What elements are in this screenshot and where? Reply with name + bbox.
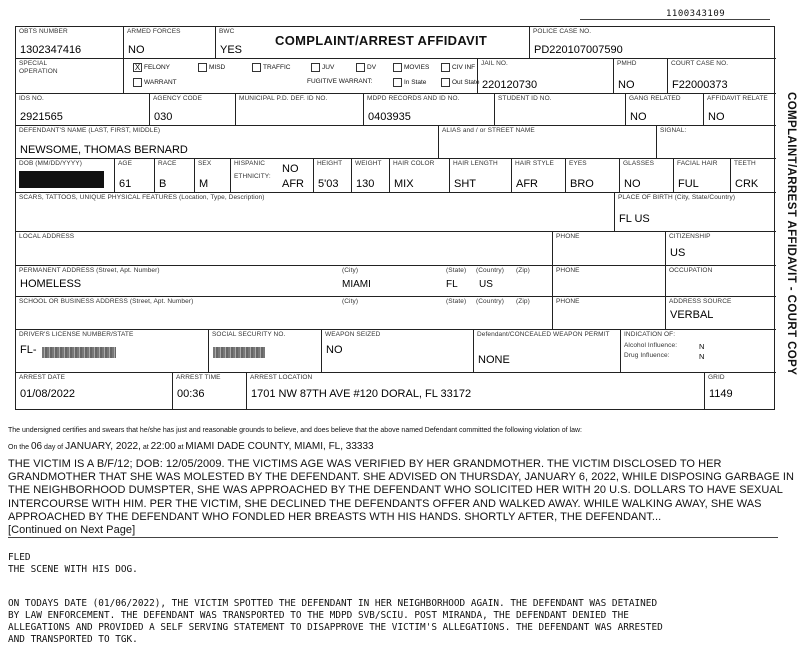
dob-redaction [19, 171, 104, 188]
agency-code-cell [149, 94, 235, 125]
school-city-label: (City) [342, 298, 359, 305]
arrest-date-value: 01/08/2022 [20, 388, 76, 400]
weapon-seized-label: WEAPON SEIZED [325, 331, 381, 338]
school-state-label: (State) [446, 298, 467, 305]
school-address-label: SCHOOL OR BUSINESS ADDRESS (Street, Apt. Number) [19, 298, 194, 305]
age-label: AGE [118, 160, 133, 167]
drug-influence-value: N [699, 352, 705, 361]
address-source-value: VERBAL [670, 309, 714, 321]
facial-hair-value: FUL [678, 178, 699, 190]
local-phone-cell [552, 232, 665, 265]
arrest-location-value: 1701 NW 87TH AVE #120 DORAL, FL 33172 [251, 388, 472, 400]
defendant-name-label: DEFENDANT'S NAME (LAST, FIRST, MIDDLE) [19, 127, 161, 134]
arrest-location-cell [246, 373, 704, 410]
in-state-option[interactable]: In State [393, 78, 426, 87]
juv-checkbox[interactable] [311, 63, 320, 72]
perm-country-label: (Country) [476, 267, 504, 274]
narrative [8, 458, 798, 537]
eyes-value: BRO [570, 178, 594, 190]
weapon-seized-value: NO [326, 344, 343, 356]
dv-checkbox[interactable] [356, 63, 365, 72]
municipal-id-label: MUNICIPAL P.D. DEF. ID NO. [239, 95, 328, 102]
permanent-address-cell [16, 266, 552, 296]
arrest-time-label: ARREST TIME [176, 374, 221, 381]
bwc-cell [215, 27, 267, 58]
agency-code-value: 030 [154, 111, 173, 123]
continued-note: [Continued on Next Page] [8, 524, 136, 537]
ssn-label: SOCIAL SECURITY NO. [212, 331, 286, 338]
school-country-label: (Country) [476, 298, 504, 305]
traffic-checkbox[interactable] [252, 63, 261, 72]
license-label: DRIVER'S LICENSE NUMBER/STATE [19, 331, 134, 338]
drug-influence-label: Drug Influence: [624, 352, 670, 359]
dv-option[interactable]: DV [356, 63, 376, 72]
row-arrest [16, 373, 776, 410]
hispanic-value: NO [282, 163, 299, 175]
signal-cell [656, 126, 776, 158]
hair-color-cell [389, 159, 449, 192]
alias-cell [438, 126, 656, 158]
perm-country-value: US [479, 279, 493, 290]
fugitive-warrant-option: FUGITIVE WARRANT: [307, 78, 373, 85]
weight-label: WEIGHT [355, 160, 382, 167]
final-line-1: ON TODAYS DATE (01/06/2022), THE VICTIM SPOTTED THE DEFENDANT IN HER NEIGHBORHOOD AGAIN. THE DEFENDANT WAS DETAINED [8, 598, 658, 609]
violation-month-year: JANUARY, 2022, [65, 441, 141, 452]
age-cell [114, 159, 154, 192]
row-license [16, 330, 776, 373]
in-state-checkbox[interactable] [393, 78, 402, 87]
gang-related-value: NO [630, 111, 647, 123]
bwc-value: YES [220, 44, 243, 56]
hair-length-value: SHT [454, 178, 476, 190]
arrest-date-label: ARREST DATE [19, 374, 66, 381]
perm-state-label: (State) [446, 267, 467, 274]
student-id-label: STUDENT ID NO. [498, 95, 552, 102]
misd-option[interactable]: MISD [198, 63, 225, 72]
address-source-label: ADDRESS SOURCE [669, 298, 732, 305]
height-value: 5'03 [318, 178, 339, 190]
ethnicity-label: ETHNICITY: [234, 173, 271, 180]
perm-city-value: MIAMI [342, 279, 371, 290]
alias-label: ALIAS and / or STREET NAME [442, 127, 535, 134]
local-address-label: LOCAL ADDRESS [19, 233, 75, 240]
perm-phone-label: PHONE [556, 267, 580, 274]
ids-cell [16, 94, 149, 125]
movies-checkbox[interactable] [393, 63, 402, 72]
obts-label: OBTS NUMBER [19, 28, 68, 35]
local-phone-label: PHONE [556, 233, 580, 240]
final-line-3: ALLEGATIONS AND PROVIDED A SELF SERVING STATEMENT TO DISAPPROVE THE VICTIM'S ALLEGATIONS. THE DEFENDANT WAS ARRESTED [8, 622, 663, 633]
concealed-weapon-label: Defendant/CONCEALED WEAPON PERMIT [477, 331, 610, 338]
document-number-rule [580, 19, 770, 20]
facial-hair-label: FACIAL HAIR [677, 160, 718, 167]
narrative-divider [8, 537, 778, 538]
obts-value: 1302347416 [20, 44, 82, 56]
school-phone-cell [552, 297, 665, 329]
row-features [16, 193, 776, 232]
citizenship-label: CITIZENSHIP [669, 233, 711, 240]
mdpd-value: 0403935 [368, 111, 411, 123]
license-value: FL- [20, 344, 37, 356]
out-state-checkbox[interactable] [441, 78, 450, 87]
arrest-date-cell [16, 373, 172, 410]
side-label-text: COMPLAINT/ARREST AFFIDAVIT - COURT COPY [785, 92, 797, 376]
agency-code-label: AGENCY CODE [153, 95, 203, 102]
row-physical [16, 159, 776, 193]
perm-state-value: FL [446, 279, 458, 290]
bwc-label: BWC [219, 28, 235, 35]
mdpd-cell [363, 94, 494, 125]
perm-city-label: (City) [342, 267, 359, 274]
warrant-checkbox[interactable] [133, 78, 142, 87]
mdpd-label: MDPD RECORDS AND ID NO. [367, 95, 460, 102]
scars-label: SCARS, TATTOOS, UNIQUE PHYSICAL FEATURES (Location, Type, Description) [19, 194, 265, 201]
armed-forces-value: NO [128, 44, 145, 56]
row-offense-type [16, 59, 776, 94]
ssn-cell [208, 330, 321, 372]
row-local-address [16, 232, 776, 266]
age-value: 61 [119, 178, 132, 190]
alcohol-influence-value: N [699, 342, 705, 351]
violation-day: 06 [30, 441, 43, 452]
eyes-cell [565, 159, 619, 192]
arrest-location-label: ARREST LOCATION [250, 374, 313, 381]
final-line-4: AND TRANSPORTED TO TGK. [8, 634, 138, 645]
sex-cell [194, 159, 230, 192]
height-cell [313, 159, 351, 192]
jail-label: JAIL NO. [481, 60, 508, 67]
warrant-option[interactable]: WARRANT [133, 78, 177, 87]
alcohol-influence-label: Alcohol Influence: [624, 342, 678, 349]
row-permanent-address [16, 266, 776, 297]
jail-cell [477, 59, 613, 93]
facial-hair-cell [673, 159, 730, 192]
out-state-option[interactable]: Out State [441, 78, 479, 87]
municipal-id-cell [235, 94, 363, 125]
civ-inf-option[interactable]: CIV INF [441, 63, 475, 72]
student-id-cell [494, 94, 625, 125]
teeth-value: CRK [735, 178, 759, 190]
concealed-weapon-value: NONE [478, 354, 510, 366]
special-operation-label: SPECIAL OPERATION [19, 60, 58, 75]
jail-value: 220120730 [482, 79, 538, 91]
glasses-cell [619, 159, 673, 192]
race-label: RACE [158, 160, 177, 167]
court-case-cell [667, 59, 776, 93]
scars-cell [16, 193, 614, 231]
hair-color-value: MIX [394, 178, 414, 190]
row-school-address [16, 297, 776, 330]
teeth-label: TEETH [734, 160, 756, 167]
police-case-value: PD220107007590 [534, 44, 623, 56]
defendant-name-value: NEWSOME, THOMAS BERNARD [20, 144, 188, 156]
school-zip-label: (Zip) [516, 298, 530, 305]
height-label: HEIGHT [317, 160, 343, 167]
court-case-value: F22000373 [672, 79, 728, 91]
grid-label: GRID [708, 374, 725, 381]
sworn-statement: The undersigned certifies and swears that he/she has just and reasonable grounds to believe, and does believe that the above named Defendant committed the following violation of law: [8, 427, 582, 434]
signal-label: SIGNAL: [660, 127, 687, 134]
violation-date-line: On the 06 day of JANUARY, 2022, at 22:00 at MIAMI DADE COUNTY, MIAMI, FL, 33333 [8, 441, 374, 452]
pmhd-value: NO [618, 79, 635, 91]
affidavit-form [15, 26, 775, 410]
occupation-cell [665, 266, 776, 296]
affidavit-relate-label: AFFIDAVIT RELATE [707, 95, 768, 102]
pmhd-label: PMHD [617, 60, 637, 67]
indication-label: INDICATION OF: [624, 331, 676, 338]
police-case-cell [529, 27, 776, 58]
side-label [783, 92, 799, 414]
row-name [16, 126, 776, 159]
address-source-cell [665, 297, 776, 329]
hair-length-cell [449, 159, 511, 192]
grid-cell [704, 373, 776, 410]
form-title: COMPLAINT/ARREST AFFIDAVIT [275, 33, 488, 48]
ethnicity-value: AFR [282, 178, 304, 190]
weight-cell [351, 159, 389, 192]
hair-color-label: HAIR COLOR [393, 160, 435, 167]
license-redaction [42, 347, 116, 358]
special-operation-cell [16, 59, 123, 93]
gang-related-cell [625, 94, 703, 125]
document-number: 1100343109 [666, 9, 726, 19]
concealed-weapon-cell [473, 330, 620, 372]
final-line-2: BY LAW ENFORCEMENT. THE DEFENDANT WAS TRANSPORTED TO THE MDPD SVB/SCIU. POST MIRANDA, THE DEFENDANT DENIED THE [8, 610, 629, 621]
sex-value: M [199, 178, 209, 190]
glasses-label: GLASSES [623, 160, 655, 167]
affidavit-relate-cell [703, 94, 776, 125]
juv-option[interactable]: JUV [311, 63, 334, 72]
court-case-label: COURT CASE NO. [671, 60, 729, 67]
eyes-label: EYES [569, 160, 587, 167]
perm-phone-cell [552, 266, 665, 296]
ids-value: 2921565 [20, 111, 63, 123]
permanent-address-label: PERMANENT ADDRESS (Street, Apt. Number) [19, 267, 160, 274]
occupation-label: OCCUPATION [669, 267, 713, 274]
citizenship-cell [665, 232, 776, 265]
arrest-time-value: 00:36 [177, 388, 205, 400]
offense-checkboxes [123, 59, 480, 93]
perm-zip-label: (Zip) [516, 267, 530, 274]
hair-style-value: AFR [516, 178, 538, 190]
movies-option[interactable]: MOVIES [393, 63, 429, 72]
violation-time: 22:00 [150, 441, 176, 452]
race-value: B [159, 178, 167, 190]
armed-forces-cell [123, 27, 215, 58]
license-cell [16, 330, 208, 372]
arrest-time-cell [172, 373, 246, 410]
violation-place: MIAMI DADE COUNTY, MIAMI, FL, 33333 [185, 441, 374, 452]
hispanic-value-cell [278, 159, 318, 192]
gang-related-label: GANG RELATED [629, 95, 681, 102]
misd-checkbox[interactable] [198, 63, 207, 72]
row-id-numbers [16, 94, 776, 126]
hispanic-label: HISPANIC [234, 160, 266, 167]
hair-style-label: HAIR STYLE [515, 160, 554, 167]
continued-line-2: THE SCENE WITH HIS DOG. [8, 564, 138, 575]
teeth-cell [730, 159, 776, 192]
place-of-birth-value: FL US [619, 213, 650, 225]
dob-label: DOB (MM/DD/YYYY) [19, 160, 82, 167]
defendant-name-cell [16, 126, 438, 158]
school-address-cell [16, 297, 552, 329]
local-address-cell [16, 232, 552, 265]
hispanic-cell [230, 159, 278, 192]
race-cell [154, 159, 194, 192]
affidavit-relate-value: NO [708, 111, 725, 123]
obts-cell [16, 27, 123, 58]
weapon-seized-cell [321, 330, 473, 372]
place-of-birth-cell [614, 193, 776, 231]
civ-inf-checkbox[interactable] [441, 63, 450, 72]
glasses-value: NO [624, 178, 641, 190]
dob-cell [16, 159, 114, 192]
felony-checkbox[interactable]: X [134, 63, 141, 72]
indication-cell [620, 330, 776, 372]
ids-label: IDS NO. [19, 95, 44, 102]
police-case-label: POLICE CASE NO. [533, 28, 592, 35]
citizenship-value: US [670, 247, 686, 259]
continued-line-1: FLED [8, 552, 31, 563]
permanent-address-value: HOMELESS [20, 278, 82, 290]
ssn-redaction [213, 347, 265, 358]
traffic-option[interactable]: TRAFFIC [252, 63, 290, 72]
hair-style-cell [511, 159, 565, 192]
school-phone-label: PHONE [556, 298, 580, 305]
hair-length-label: HAIR LENGTH [453, 160, 498, 167]
grid-value: 1149 [709, 388, 733, 400]
weight-value: 130 [356, 178, 375, 190]
sex-label: SEX [198, 160, 212, 167]
felony-option[interactable]: X FELONY [134, 63, 171, 72]
place-of-birth-label: PLACE OF BIRTH (City, State/Country) [618, 194, 736, 201]
narrative-text: THE VICTIM IS A B/F/12; DOB: 12/05/2009. THE VICTIMS AGE WAS VERIFIED BY HER GRANDMOTHER. THE VICTIM DISCLOSED TO HER GRANDMOTHER THAT SHE WAS MOLESTED BY THE DEFENDANT. SHE ADVISED ON THURSDAY, JANUARY 6, 2022, WHILE DISPOSING GARBAGE IN THE NEIGHBORHOOD DUMSPTER, SHE WAS APPROACHED BY THE DEFENDANT WHO SOLICITED HER WITH 20 U.S. DOLLARS TO HAVE SEXUAL INTERCOURSE WITH HIM. PER THE VICTIM, SHE DECLINED THE DEFENDANTS OFFER AND WALKED AWAY. WHILE WALKING AWAY, SHE WAS APPROACHED BY THE DEFENDANT WHO FONDLED HER BREASTS WTH HIS HANDS. SHORTLY AFTER, THE DEFENDANT... [8, 458, 794, 523]
pmhd-cell [613, 59, 667, 93]
armed-forces-label: ARMED FORCES [127, 28, 181, 35]
